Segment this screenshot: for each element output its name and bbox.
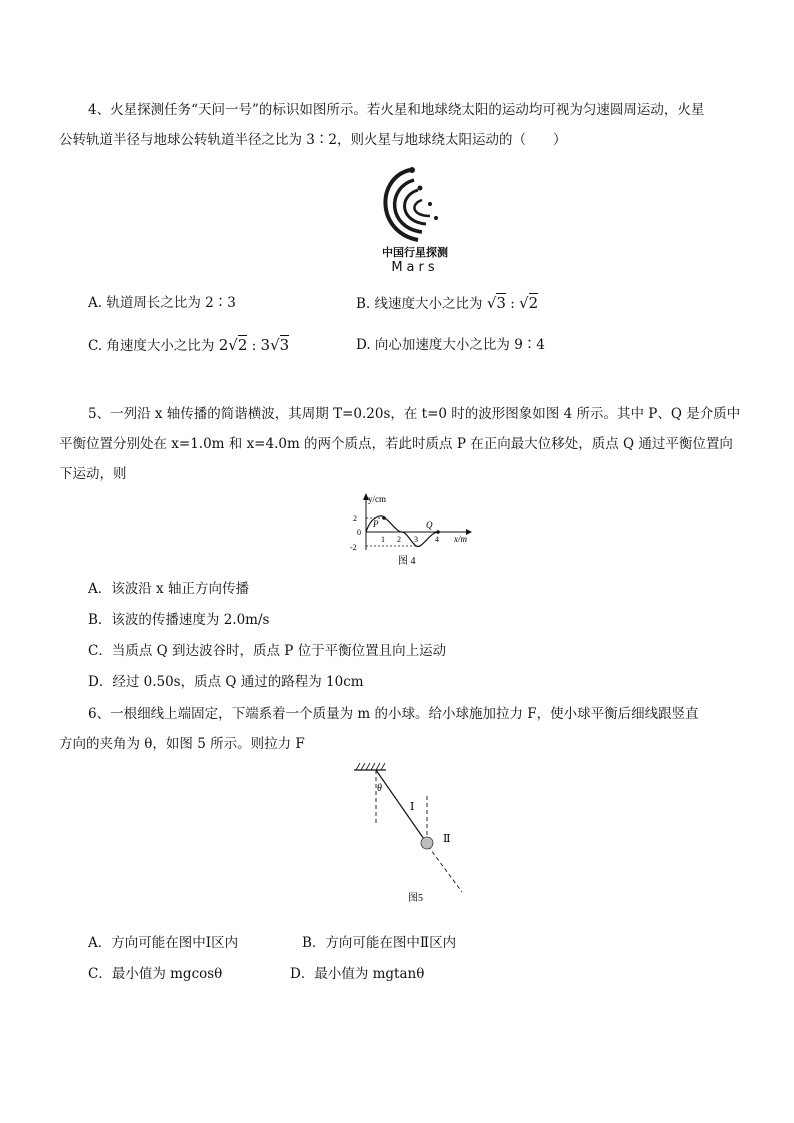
pendulum-figure	[340, 758, 480, 908]
q5-option-c[interactable]: C．当质点 Q 到达波谷时，质点 P 位于平衡位置且向上运动	[88, 643, 447, 659]
ratio-sep: :	[510, 296, 515, 312]
radicand: 3	[279, 336, 290, 354]
point-p-label: P	[373, 519, 379, 529]
q4-option-d[interactable]: D. 向心加速度大小之比为 9∶4	[356, 337, 545, 353]
q6-option-d[interactable]: D．最小值为 mgtanθ	[290, 966, 425, 982]
x-tick-2: 2	[397, 535, 401, 544]
sqrt-symbol: √	[270, 336, 280, 354]
y-axis-label: y/cm	[368, 494, 386, 504]
x-tick-3: 3	[414, 535, 418, 544]
q4-stem-line1: 4、火星探测任务“天问一号”的标识如图所示。若火星和地球绕太阳的运动均可视为匀速圆周运动，火星	[88, 102, 705, 118]
coef: 2	[218, 336, 229, 354]
coef: 3	[260, 336, 271, 354]
region-2-label: Ⅱ	[443, 833, 451, 845]
q5-option-d[interactable]: D．经过 0.50s，质点 Q 通过的路程为 10cm	[88, 674, 364, 690]
figure-4-caption: 图 4	[398, 556, 416, 567]
point-q-marker	[436, 530, 440, 534]
y-tick-max: 2	[353, 514, 357, 523]
q4-option-c[interactable]	[88, 336, 289, 355]
ceiling-hatch	[356, 763, 385, 770]
logo-text-cn: 中国行星探测	[382, 246, 448, 259]
q4-stem-line2: 公转轨道半径与地球公转轨道半径之比为 3∶2，则火星与地球绕太阳运动的（ ）	[59, 132, 567, 148]
point-p-marker	[382, 516, 386, 520]
x-tick-4: 4	[435, 535, 439, 544]
q4-option-b[interactable]	[356, 294, 538, 313]
x-tick-1: 1	[381, 535, 385, 544]
q4-option-b-label: B. 线速度大小之比为	[356, 296, 483, 312]
q6-stem-line1: 6、一根细线上端固定，下端系着一个质量为 m 的小球。给小球施加拉力 F，使小球平衡后细线跟竖直	[88, 706, 699, 722]
ball	[421, 837, 433, 849]
wave-figure	[340, 490, 480, 570]
q4-option-b-radicand2: 2	[528, 294, 539, 312]
q6-option-b[interactable]: B．方向可能在图中Ⅱ区内	[302, 935, 457, 951]
ratio-sep: :	[251, 338, 257, 354]
y-tick-min: -2	[350, 543, 357, 552]
sqrt-symbol: √	[486, 294, 497, 312]
q6-option-c[interactable]: C．最小值为 mgcosθ	[88, 966, 223, 982]
region-1-label: Ⅰ	[410, 801, 415, 813]
x-axis-label: x/m	[454, 534, 467, 544]
q5-stem-line2: 平衡位置分别处在 x=1.0m 和 x=4.0m 的两个质点，若此时质点 P 在正向最大位移处，质点 Q 通过平衡位置向	[59, 436, 733, 452]
string	[376, 770, 426, 842]
q4-option-a[interactable]: A. 轨道周长之比为 2∶3	[88, 295, 236, 311]
q5-stem-line3: 下运动，则	[59, 466, 127, 482]
tianwen-logo	[370, 160, 460, 280]
sqrt-symbol: √	[519, 294, 529, 312]
q5-option-b[interactable]: B．该波的传播速度为 2.0m/s	[88, 612, 270, 628]
radicand: 2	[237, 336, 248, 354]
y-tick-zero: 0	[357, 528, 361, 537]
point-q-label: Q	[426, 520, 433, 530]
theta-label: θ	[377, 783, 382, 794]
figure-5-caption: 图5	[408, 893, 423, 904]
q6-stem-line2: 方向的夹角为 θ，如图 5 所示。则拉力 F	[59, 736, 305, 752]
sqrt-symbol: √	[228, 336, 238, 354]
q5-option-a[interactable]: A．该波沿 x 轴正方向传播	[88, 581, 249, 597]
q5-stem-line1: 5、一列沿 x 轴传播的简谐横波，其周期 T=0.20s，在 t=0 时的波形图象如图 4 所示。其中 P、Q 是介质中	[88, 406, 741, 422]
extension-dashed-line	[428, 846, 462, 892]
q6-option-a[interactable]: A．方向可能在图中Ⅰ区内	[88, 935, 239, 951]
q4-option-c-label: C. 角速度大小之比为	[88, 338, 215, 354]
q4-option-b-radicand1: 3	[496, 294, 506, 312]
logo-text-en: Mars	[391, 260, 439, 275]
